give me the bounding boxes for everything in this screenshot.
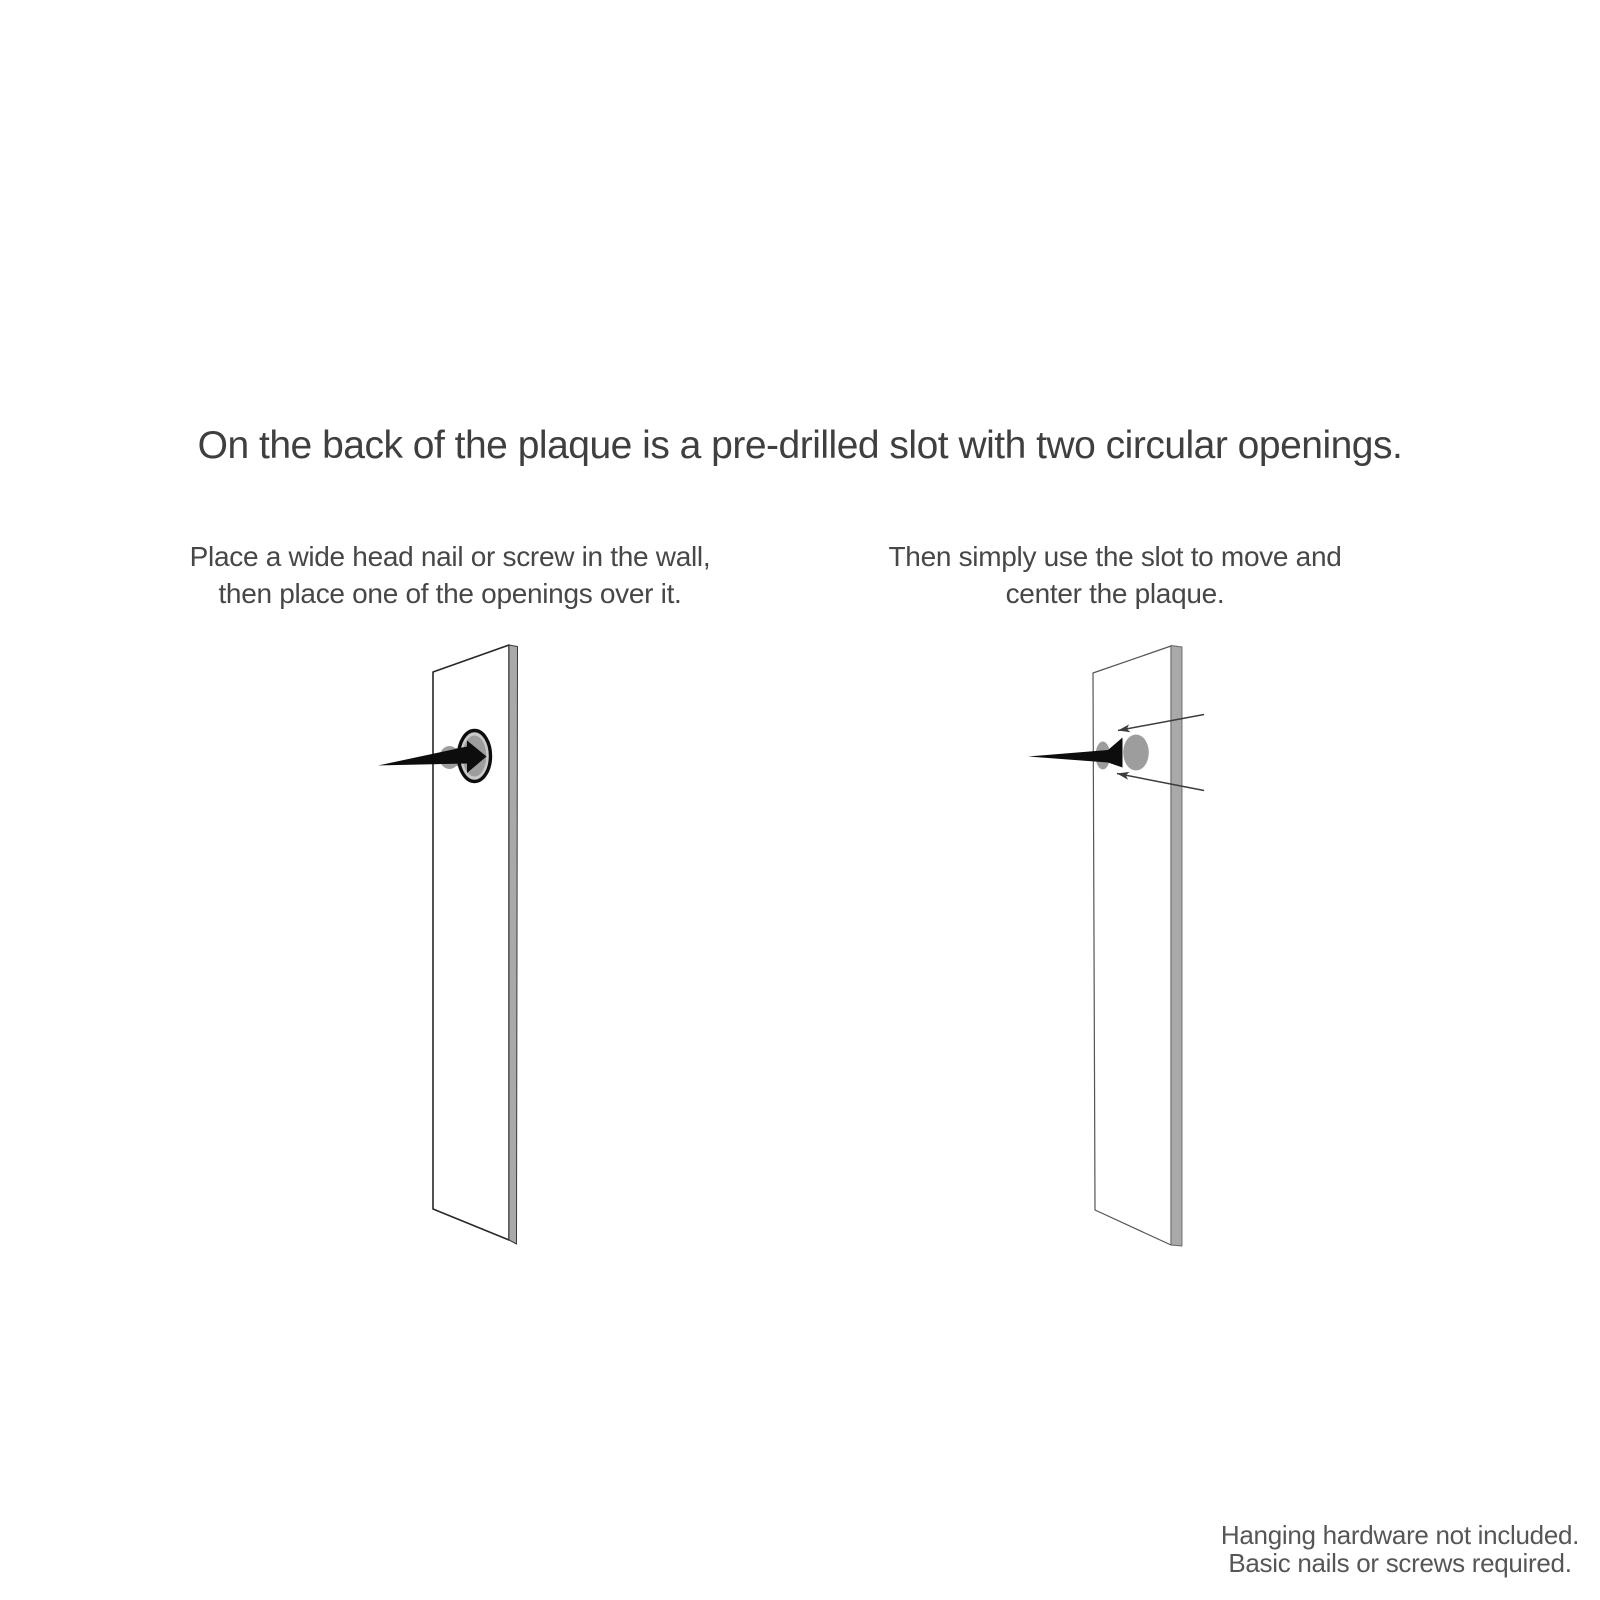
nail-head-ghost xyxy=(1123,735,1149,771)
step-2-caption xyxy=(830,538,1400,612)
plaque-edge xyxy=(1171,646,1182,1247)
plaque-edge xyxy=(509,645,518,1244)
step-1-caption-line-2: then place one of the openings over it. xyxy=(218,578,682,609)
step-1-caption-line-1: Place a wide head nail or screw in the wall, xyxy=(189,541,711,572)
footnote xyxy=(1190,1521,1600,1577)
illustration-nail-in-opening xyxy=(360,630,545,1260)
footnote-line-1: Hanging hardware not included. xyxy=(1220,1520,1580,1550)
step-2-caption-line-2: center the plaque. xyxy=(1005,578,1225,609)
page-title: On the back of the plaque is a pre-drilled slot with two circular openings. xyxy=(197,424,1403,467)
illustration-slot-adjustment xyxy=(1000,630,1230,1260)
step-1-caption xyxy=(100,538,800,612)
footnote-line-2: Basic nails or screws required. xyxy=(1228,1548,1572,1578)
step-2-caption-line-1: Then simply use the slot to move and xyxy=(888,541,1342,572)
